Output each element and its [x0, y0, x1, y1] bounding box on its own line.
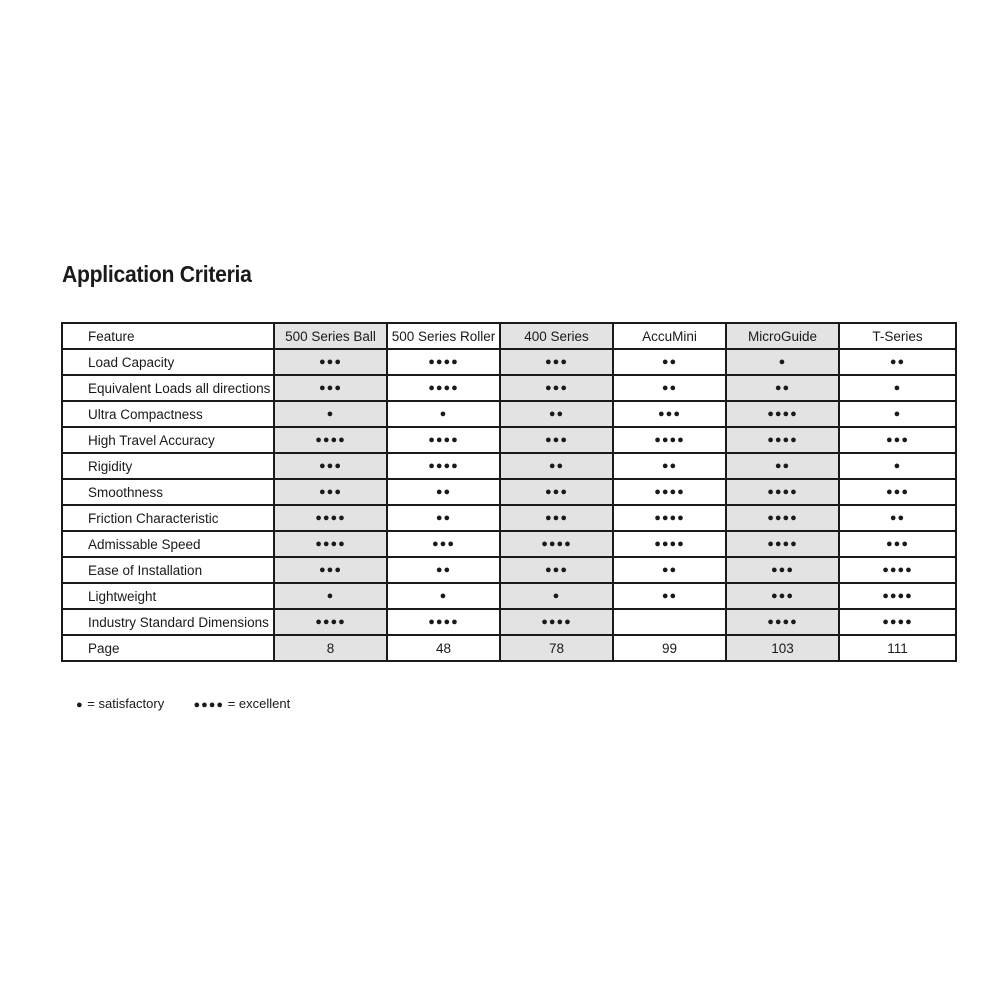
rating-cell: ●● [613, 375, 726, 401]
table-row [62, 583, 956, 609]
rating-cell: ●●●● [500, 531, 613, 557]
rating-cell: ●●●● [613, 479, 726, 505]
feature-label: Industry Standard Dimensions [62, 609, 274, 635]
rating-cell: ●●● [387, 531, 500, 557]
rating-cell: ●●● [274, 375, 387, 401]
rating-cell: ● [839, 401, 956, 427]
rating-cell: ● [839, 453, 956, 479]
rating-cell: ●● [839, 505, 956, 531]
legend [76, 696, 290, 711]
feature-label: Ultra Compactness [62, 401, 274, 427]
table-body [62, 349, 956, 661]
rating-cell: ●●●● [613, 505, 726, 531]
page-number-cell: 48 [387, 635, 500, 661]
rating-cell: ●● [726, 375, 839, 401]
rating-cell: ●●●● [387, 427, 500, 453]
rating-cell: ●●●● [500, 609, 613, 635]
column-header-500-series-ball: 500 Series Ball [274, 323, 387, 349]
rating-cell: ●● [613, 453, 726, 479]
rating-cell: ●●●● [613, 427, 726, 453]
rating-cell: ●●● [500, 375, 613, 401]
table-row [62, 401, 956, 427]
header-row [62, 323, 956, 349]
rating-cell: ●●●● [387, 349, 500, 375]
table-row [62, 375, 956, 401]
legend-excellent-label: = excellent [227, 696, 291, 711]
column-header-500-series-roller: 500 Series Roller [387, 323, 500, 349]
rating-cell: ● [387, 401, 500, 427]
rating-cell: ●●●● [387, 375, 500, 401]
table-row [62, 531, 956, 557]
page-number-cell: 78 [500, 635, 613, 661]
page-number-cell: 99 [613, 635, 726, 661]
table-row [62, 609, 956, 635]
rating-cell: ●●●● [274, 609, 387, 635]
rating-cell: ●●●● [613, 531, 726, 557]
rating-cell: ●●●● [839, 609, 956, 635]
rating-cell: ●● [387, 479, 500, 505]
page-number-cell: 8 [274, 635, 387, 661]
feature-label: Smoothness [62, 479, 274, 505]
rating-cell: ●● [387, 505, 500, 531]
rating-cell: ● [500, 583, 613, 609]
rating-cell: ●●●● [726, 609, 839, 635]
rating-cell: ●● [500, 453, 613, 479]
rating-cell: ●● [613, 583, 726, 609]
feature-label: Load Capacity [62, 349, 274, 375]
page-row [62, 635, 956, 661]
rating-cell: ● [726, 349, 839, 375]
feature-label: Friction Characteristic [62, 505, 274, 531]
feature-label: Ease of Installation [62, 557, 274, 583]
rating-cell: ●●● [500, 349, 613, 375]
column-header-400-series: 400 Series [500, 323, 613, 349]
rating-cell: ●●● [726, 583, 839, 609]
rating-cell: ●●●● [839, 557, 956, 583]
rating-cell: ●●● [500, 557, 613, 583]
table-row [62, 479, 956, 505]
page-number-cell: 103 [726, 635, 839, 661]
rating-cell: ●●● [500, 505, 613, 531]
feature-label: High Travel Accuracy [62, 427, 274, 453]
rating-cell: ●●●● [387, 453, 500, 479]
feature-label: Page [62, 635, 274, 661]
rating-cell: ●●●● [726, 427, 839, 453]
table-row [62, 505, 956, 531]
rating-cell: ●●●● [726, 479, 839, 505]
column-header-t-series: T-Series [839, 323, 956, 349]
rating-cell: ●● [613, 349, 726, 375]
rating-cell: ● [274, 583, 387, 609]
rating-cell: ●●●● [839, 583, 956, 609]
rating-cell: ● [839, 375, 956, 401]
feature-label: Equivalent Loads all directions [62, 375, 274, 401]
page-title: Application Criteria [62, 261, 252, 287]
rating-cell: ● [387, 583, 500, 609]
table-row [62, 557, 956, 583]
rating-cell: ●● [726, 453, 839, 479]
page-number-cell: 111 [839, 635, 956, 661]
table-row [62, 453, 956, 479]
rating-cell: ●●● [726, 557, 839, 583]
rating-cell: ●●● [274, 349, 387, 375]
rating-cell: ●● [387, 557, 500, 583]
table-row [62, 349, 956, 375]
rating-cell: ●●●● [726, 531, 839, 557]
rating-cell: ●● [839, 349, 956, 375]
column-header-microguide: MicroGuide [726, 323, 839, 349]
rating-cell: ●●● [839, 531, 956, 557]
rating-cell: ●●● [839, 479, 956, 505]
legend-satisfactory-symbol: ● [76, 699, 84, 711]
rating-cell: ●●● [274, 479, 387, 505]
rating-cell: ●●● [274, 453, 387, 479]
rating-cell: ●●● [500, 427, 613, 453]
column-header-accumini: AccuMini [613, 323, 726, 349]
rating-cell [613, 609, 726, 635]
legend-excellent-symbol: ●●●● [193, 699, 225, 711]
table-row [62, 427, 956, 453]
rating-cell: ●● [500, 401, 613, 427]
feature-label: Admissable Speed [62, 531, 274, 557]
column-header-feature: Feature [62, 323, 274, 349]
legend-satisfactory-label: = satisfactory [87, 696, 165, 711]
rating-cell: ●●●● [274, 427, 387, 453]
rating-cell: ● [274, 401, 387, 427]
application-criteria-table [61, 322, 957, 662]
feature-label: Lightweight [62, 583, 274, 609]
rating-cell: ●●●● [274, 505, 387, 531]
feature-label: Rigidity [62, 453, 274, 479]
rating-cell: ●●●● [726, 401, 839, 427]
rating-cell: ●●● [839, 427, 956, 453]
rating-cell: ●●●● [274, 531, 387, 557]
rating-cell: ●● [613, 557, 726, 583]
rating-cell: ●●● [613, 401, 726, 427]
rating-cell: ●●●● [387, 609, 500, 635]
rating-cell: ●●● [274, 557, 387, 583]
rating-cell: ●●● [500, 479, 613, 505]
rating-cell: ●●●● [726, 505, 839, 531]
